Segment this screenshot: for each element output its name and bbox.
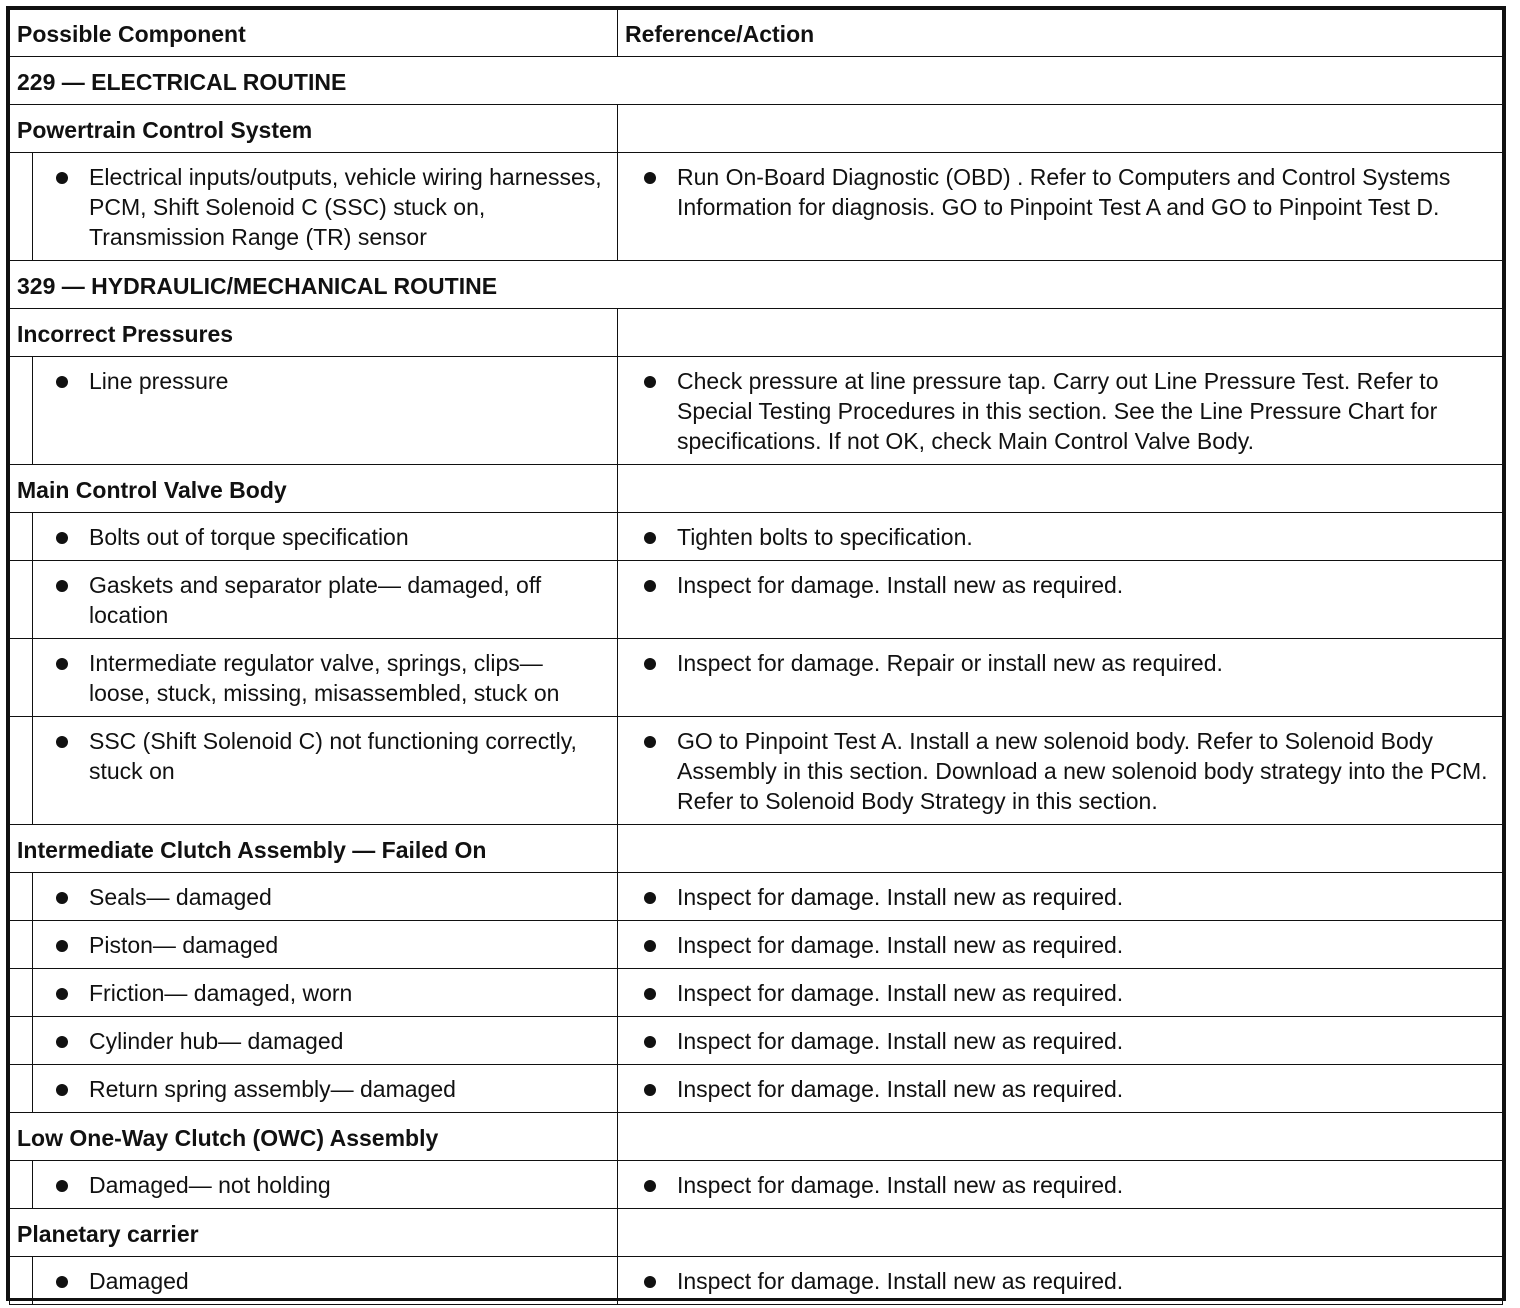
bullet-icon [644, 1276, 656, 1288]
bullet-icon [56, 172, 68, 184]
table-row [10, 1065, 1503, 1113]
action-text: Inspect for damage. Install new as required. [677, 884, 1124, 910]
indent-column [10, 717, 33, 824]
bullet-icon [644, 1180, 656, 1192]
bullet-icon [644, 892, 656, 904]
action-bullet-item [618, 1026, 1502, 1056]
group-empty-cell [618, 1209, 1503, 1257]
component-cell [10, 561, 618, 639]
header-possible-component: Possible Component [10, 10, 618, 57]
action-text: Tighten bolts to specification. [677, 524, 973, 550]
group-row [10, 309, 1503, 357]
bullet-icon [644, 988, 656, 1000]
indent-column [10, 1065, 33, 1112]
bullet-icon [644, 1084, 656, 1096]
component-bullet-item [10, 366, 617, 396]
group-row [10, 105, 1503, 153]
bullet-icon [56, 532, 68, 544]
action-text: Inspect for damage. Install new as required. [677, 1172, 1124, 1198]
component-bullet-item [10, 930, 617, 960]
table-header-row [10, 10, 1503, 57]
component-text: Piston— damaged [89, 932, 279, 958]
component-text: Electrical inputs/outputs, vehicle wiring harnesses, PCM, Shift Solenoid C (SSC) stuck on, Transmission Range (TR) sensor [89, 164, 602, 250]
indent-column [10, 1161, 33, 1208]
group-empty-cell [618, 825, 1503, 873]
indent-column [10, 873, 33, 920]
component-text: SSC (Shift Solenoid C) not functioning correctly, stuck on [89, 728, 577, 784]
action-text: Inspect for damage. Install new as required. [677, 1028, 1124, 1054]
indent-column [10, 969, 33, 1016]
component-cell [10, 1065, 618, 1113]
component-cell [10, 921, 618, 969]
component-text: Seals— damaged [89, 884, 272, 910]
section-title: 229 — ELECTRICAL ROUTINE [10, 57, 1503, 105]
table-body [10, 57, 1503, 1305]
action-cell [618, 873, 1503, 921]
bullet-icon [644, 1036, 656, 1048]
table-row [10, 969, 1503, 1017]
indent-column [10, 1257, 33, 1304]
action-cell [618, 639, 1503, 717]
action-text: Inspect for damage. Install new as required. [677, 980, 1124, 1006]
component-text: Damaged— not holding [89, 1172, 331, 1198]
action-text: Inspect for damage. Install new as required. [677, 572, 1124, 598]
component-cell [10, 969, 618, 1017]
action-bullet-item [618, 1074, 1502, 1104]
component-bullet-item [10, 882, 617, 912]
component-bullet-item [10, 570, 617, 630]
action-cell [618, 717, 1503, 825]
bullet-icon [56, 658, 68, 670]
action-cell [618, 1017, 1503, 1065]
action-bullet-item [618, 366, 1502, 456]
table-row [10, 717, 1503, 825]
action-bullet-item [618, 1266, 1502, 1296]
component-bullet-item [10, 522, 617, 552]
action-cell [618, 969, 1503, 1017]
indent-column [10, 1017, 33, 1064]
group-row [10, 1113, 1503, 1161]
bullet-icon [56, 1036, 68, 1048]
table-row [10, 639, 1503, 717]
group-title: Low One-Way Clutch (OWC) Assembly [10, 1113, 618, 1161]
action-bullet-item [618, 648, 1502, 678]
table-row [10, 357, 1503, 465]
bullet-icon [644, 532, 656, 544]
bullet-icon [56, 988, 68, 1000]
group-title: Powertrain Control System [10, 105, 618, 153]
bullet-icon [644, 940, 656, 952]
component-text: Intermediate regulator valve, springs, clips— loose, stuck, missing, misassembled, stuck on [89, 650, 560, 706]
group-empty-cell [618, 309, 1503, 357]
component-text: Gaskets and separator plate— damaged, off location [89, 572, 542, 628]
bullet-icon [56, 892, 68, 904]
action-cell [618, 561, 1503, 639]
action-text: Check pressure at line pressure tap. Carry out Line Pressure Test. Refer to Special Testing Procedures in this section. See the Line Pressure Chart for specifications. If not OK, check Main Control Valve Body. [677, 368, 1439, 454]
group-title: Incorrect Pressures [10, 309, 618, 357]
group-empty-cell [618, 465, 1503, 513]
action-bullet-item [618, 162, 1502, 222]
diagnosis-table-frame [6, 6, 1506, 1301]
component-cell [10, 357, 618, 465]
bullet-icon [56, 1276, 68, 1288]
component-bullet-item [10, 648, 617, 708]
diagnosis-table [9, 9, 1503, 1305]
component-text: Damaged [89, 1268, 189, 1294]
action-bullet-item [618, 1170, 1502, 1200]
indent-column [10, 153, 33, 260]
table-row [10, 1257, 1503, 1305]
component-bullet-item [10, 726, 617, 786]
table-row [10, 513, 1503, 561]
group-row [10, 825, 1503, 873]
group-title: Main Control Valve Body [10, 465, 618, 513]
action-cell [618, 513, 1503, 561]
component-cell [10, 639, 618, 717]
action-bullet-item [618, 930, 1502, 960]
action-text: GO to Pinpoint Test A. Install a new solenoid body. Refer to Solenoid Body Assembly in this section. Download a new solenoid body strategy into the PCM. Refer to Solenoid Body Strategy in this section. [677, 728, 1488, 814]
bullet-icon [56, 580, 68, 592]
indent-column [10, 921, 33, 968]
action-cell [618, 1161, 1503, 1209]
action-cell [618, 921, 1503, 969]
group-row [10, 1209, 1503, 1257]
table-row [10, 1161, 1503, 1209]
action-text: Inspect for damage. Install new as required. [677, 1076, 1124, 1102]
action-text: Inspect for damage. Install new as required. [677, 932, 1124, 958]
indent-column [10, 357, 33, 464]
action-bullet-item [618, 978, 1502, 1008]
component-bullet-item [10, 978, 617, 1008]
component-text: Return spring assembly— damaged [89, 1076, 456, 1102]
component-text: Bolts out of torque specification [89, 524, 409, 550]
indent-column [10, 513, 33, 560]
component-bullet-item [10, 1026, 617, 1056]
action-cell [618, 357, 1503, 465]
component-bullet-item [10, 1074, 617, 1104]
bullet-icon [644, 736, 656, 748]
indent-column [10, 639, 33, 716]
bullet-icon [644, 172, 656, 184]
action-text: Run On-Board Diagnostic (OBD) . Refer to Computers and Control Systems Information for diagnosis. GO to Pinpoint Test A and GO to Pinpoint Test D. [677, 164, 1451, 220]
group-title: Planetary carrier [10, 1209, 618, 1257]
component-bullet-item [10, 1266, 617, 1296]
component-text: Friction— damaged, worn [89, 980, 353, 1006]
bullet-icon [56, 376, 68, 388]
component-cell [10, 717, 618, 825]
bullet-icon [56, 1180, 68, 1192]
component-text: Line pressure [89, 368, 229, 394]
bullet-icon [644, 580, 656, 592]
action-cell [618, 1065, 1503, 1113]
section-row [10, 261, 1503, 309]
action-bullet-item [618, 882, 1502, 912]
component-cell [10, 1017, 618, 1065]
component-cell [10, 153, 618, 261]
component-bullet-item [10, 162, 617, 252]
action-cell [618, 153, 1503, 261]
component-cell [10, 513, 618, 561]
component-bullet-item [10, 1170, 617, 1200]
group-row [10, 465, 1503, 513]
action-bullet-item [618, 726, 1502, 816]
action-bullet-item [618, 522, 1502, 552]
table-row [10, 921, 1503, 969]
table-row [10, 873, 1503, 921]
table-row [10, 1017, 1503, 1065]
table-row [10, 561, 1503, 639]
group-empty-cell [618, 1113, 1503, 1161]
bullet-icon [56, 736, 68, 748]
action-bullet-item [618, 570, 1502, 600]
bullet-icon [644, 658, 656, 670]
table-row [10, 153, 1503, 261]
bullet-icon [56, 940, 68, 952]
action-text: Inspect for damage. Repair or install new as required. [677, 650, 1223, 676]
section-row [10, 57, 1503, 105]
bullet-icon [56, 1084, 68, 1096]
header-reference-action: Reference/Action [618, 10, 1503, 57]
group-title: Intermediate Clutch Assembly — Failed On [10, 825, 618, 873]
component-cell [10, 873, 618, 921]
component-cell [10, 1161, 618, 1209]
group-empty-cell [618, 105, 1503, 153]
indent-column [10, 561, 33, 638]
action-text: Inspect for damage. Install new as required. [677, 1268, 1124, 1294]
component-text: Cylinder hub— damaged [89, 1028, 344, 1054]
bullet-icon [644, 376, 656, 388]
action-cell [618, 1257, 1503, 1305]
component-cell [10, 1257, 618, 1305]
section-title: 329 — HYDRAULIC/MECHANICAL ROUTINE [10, 261, 1503, 309]
